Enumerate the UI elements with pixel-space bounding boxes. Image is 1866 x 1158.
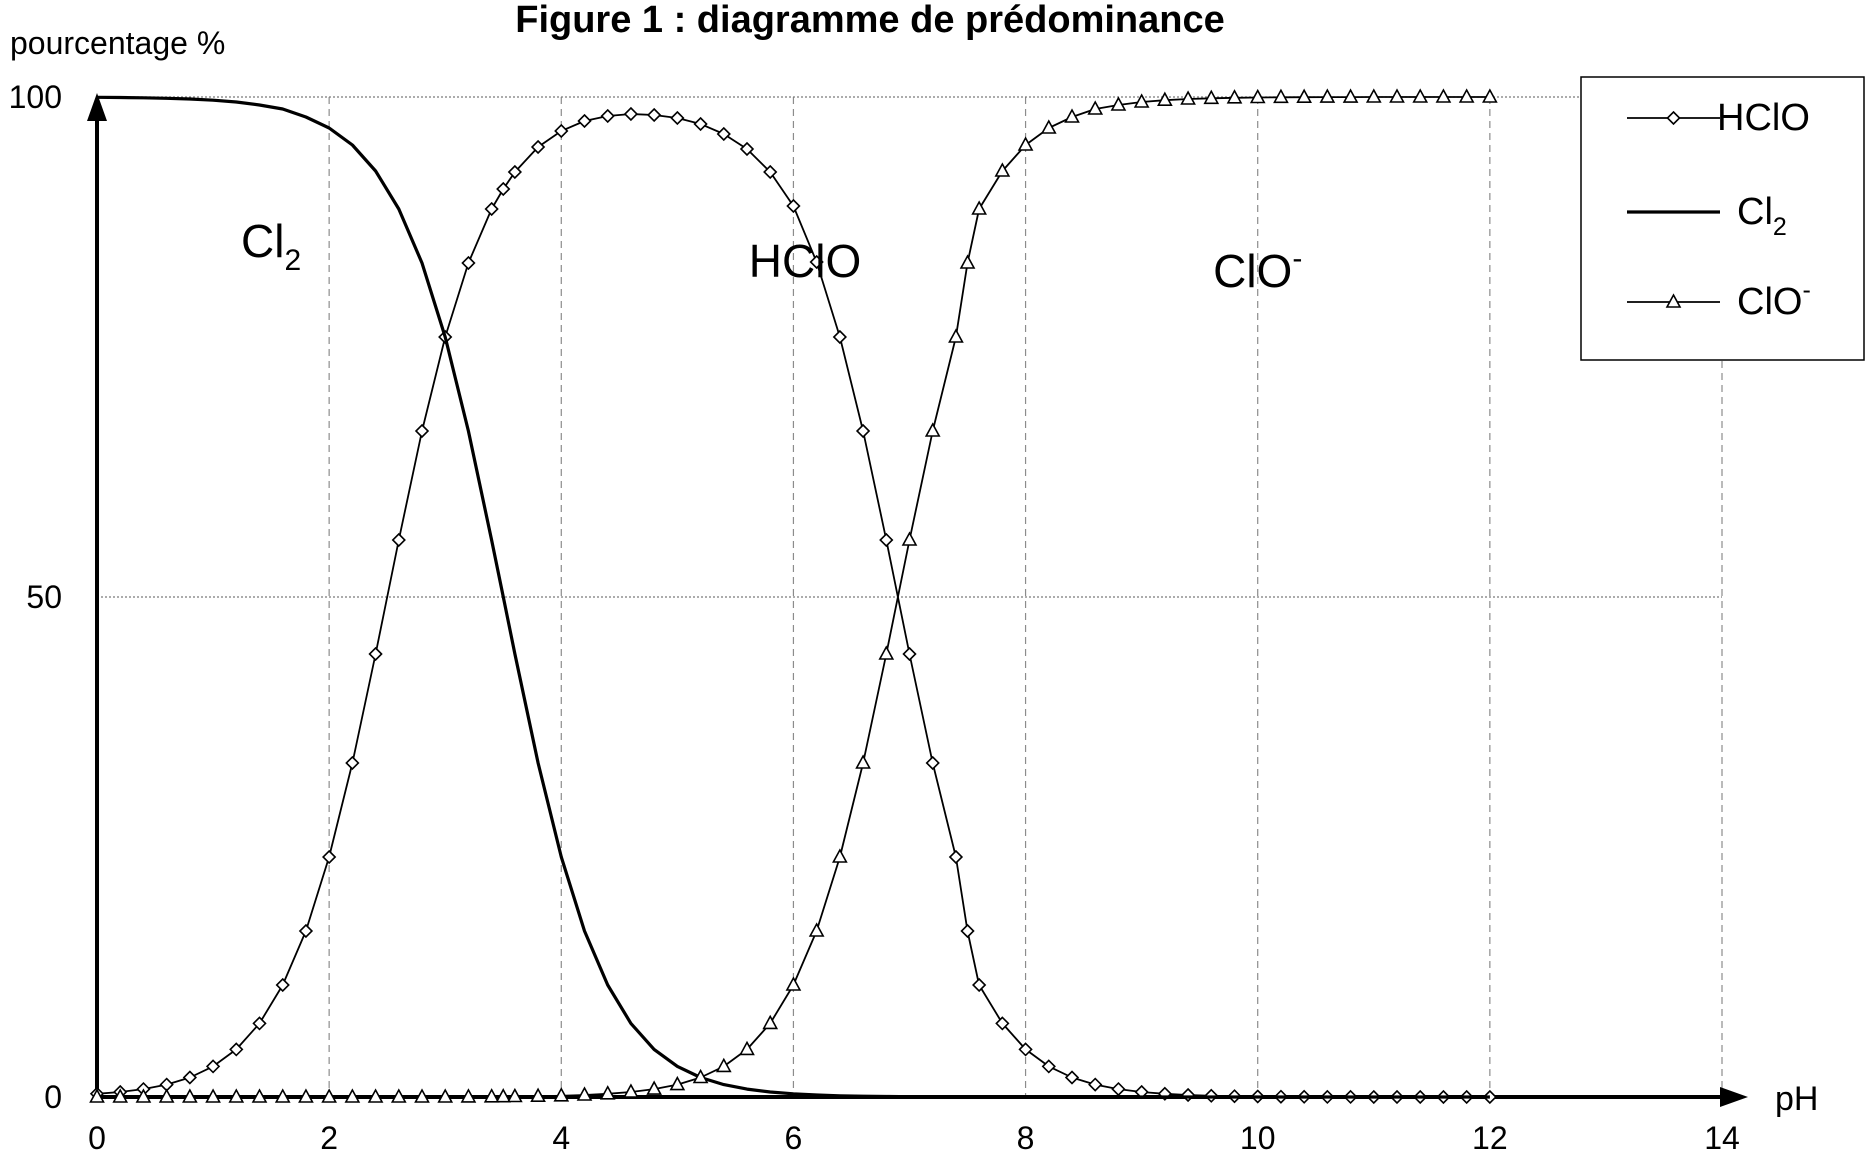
region-label-cl: $Cl_2$ (241, 215, 302, 277)
data-point-clo (926, 424, 939, 436)
legend (1581, 77, 1864, 360)
data-point-clo (1019, 138, 1032, 150)
data-point-hclo (300, 925, 312, 937)
data-point-clo (903, 533, 916, 545)
x-tick-label: 12 (1472, 1120, 1508, 1156)
data-point-clo (1321, 90, 1334, 102)
data-point-clo (1042, 121, 1055, 133)
x-tick-label: 8 (1016, 1120, 1035, 1156)
x-axis-arrow (1720, 1087, 1748, 1107)
chart-title: Figure 1 : diagramme de prédominance (515, 0, 1225, 41)
data-point-hclo (1066, 1072, 1078, 1084)
data-point-hclo (1089, 1079, 1101, 1091)
data-point-clo (717, 1059, 730, 1071)
data-point-hclo (207, 1060, 219, 1072)
data-point-hclo (950, 851, 962, 863)
region-label-clo: ClO- (1213, 242, 1303, 297)
data-point-hclo (1182, 1089, 1194, 1101)
data-point-hclo (277, 979, 289, 991)
data-point-clo (949, 330, 962, 342)
data-point-hclo (880, 534, 892, 546)
data-point-hclo (370, 648, 382, 660)
x-tick-label: 4 (552, 1120, 571, 1156)
data-point-hclo (1112, 1083, 1124, 1095)
data-point-clo (1298, 90, 1311, 102)
data-point-hclo (787, 200, 799, 212)
x-tick-label: 10 (1239, 1120, 1276, 1156)
data-point-hclo (555, 125, 567, 137)
data-point-hclo (346, 757, 358, 769)
data-point-clo (1414, 90, 1427, 102)
data-point-hclo (579, 115, 591, 127)
data-point-hclo (497, 183, 509, 195)
data-point-hclo (904, 648, 916, 660)
data-point-hclo (462, 257, 474, 269)
data-point-clo (857, 756, 870, 768)
data-point-hclo (973, 979, 985, 991)
data-point-hclo (927, 757, 939, 769)
data-point-hclo (648, 109, 660, 121)
data-point-hclo (718, 128, 730, 140)
region-label-hclo: HClO (748, 235, 862, 287)
data-point-clo (961, 256, 974, 268)
data-point-hclo (625, 108, 637, 120)
data-point-hclo (834, 331, 846, 343)
data-point-clo (1367, 90, 1380, 102)
x-tick-label: 6 (784, 1120, 803, 1156)
data-point-clo (880, 647, 893, 659)
legend-label-hclo: HClO (1717, 97, 1810, 139)
data-point-hclo (962, 925, 974, 937)
y-tick-label: 100 (8, 79, 62, 115)
x-tick-label: 0 (88, 1120, 106, 1156)
region-labels (241, 215, 1302, 297)
data-point-hclo (416, 425, 428, 437)
data-point-clo (833, 850, 846, 862)
x-tick-label: 14 (1704, 1120, 1740, 1156)
data-point-hclo (323, 851, 335, 863)
data-point-hclo (857, 425, 869, 437)
axes (87, 93, 1748, 1107)
data-point-clo (1344, 90, 1357, 102)
data-point-hclo (695, 118, 707, 130)
x-tick-label: 2 (320, 1120, 339, 1156)
data-point-hclo (486, 203, 498, 215)
data-point-clo (1483, 90, 1496, 102)
legend-label-cl2: $Cl_2$ (1737, 191, 1787, 241)
legend-label-clo: ClO- (1737, 276, 1811, 323)
data-point-clo (1274, 90, 1287, 102)
data-point-clo (1391, 90, 1404, 102)
data-point-clo (1437, 90, 1450, 102)
grid-lines (97, 97, 1722, 1097)
y-tick-label: 0 (44, 1079, 62, 1115)
data-point-clo (764, 1016, 777, 1028)
data-point-clo (973, 202, 986, 214)
data-point-hclo (671, 112, 683, 124)
data-point-clo (787, 978, 800, 990)
y-axis-label: pourcentage % (10, 25, 226, 61)
data-point-hclo (184, 1072, 196, 1084)
x-axis-label: pH (1775, 1080, 1819, 1118)
data-point-hclo (602, 110, 614, 122)
data-point-clo (810, 924, 823, 936)
y-tick-label: 50 (26, 579, 62, 615)
data-point-clo (1460, 90, 1473, 102)
data-point-hclo (393, 534, 405, 546)
